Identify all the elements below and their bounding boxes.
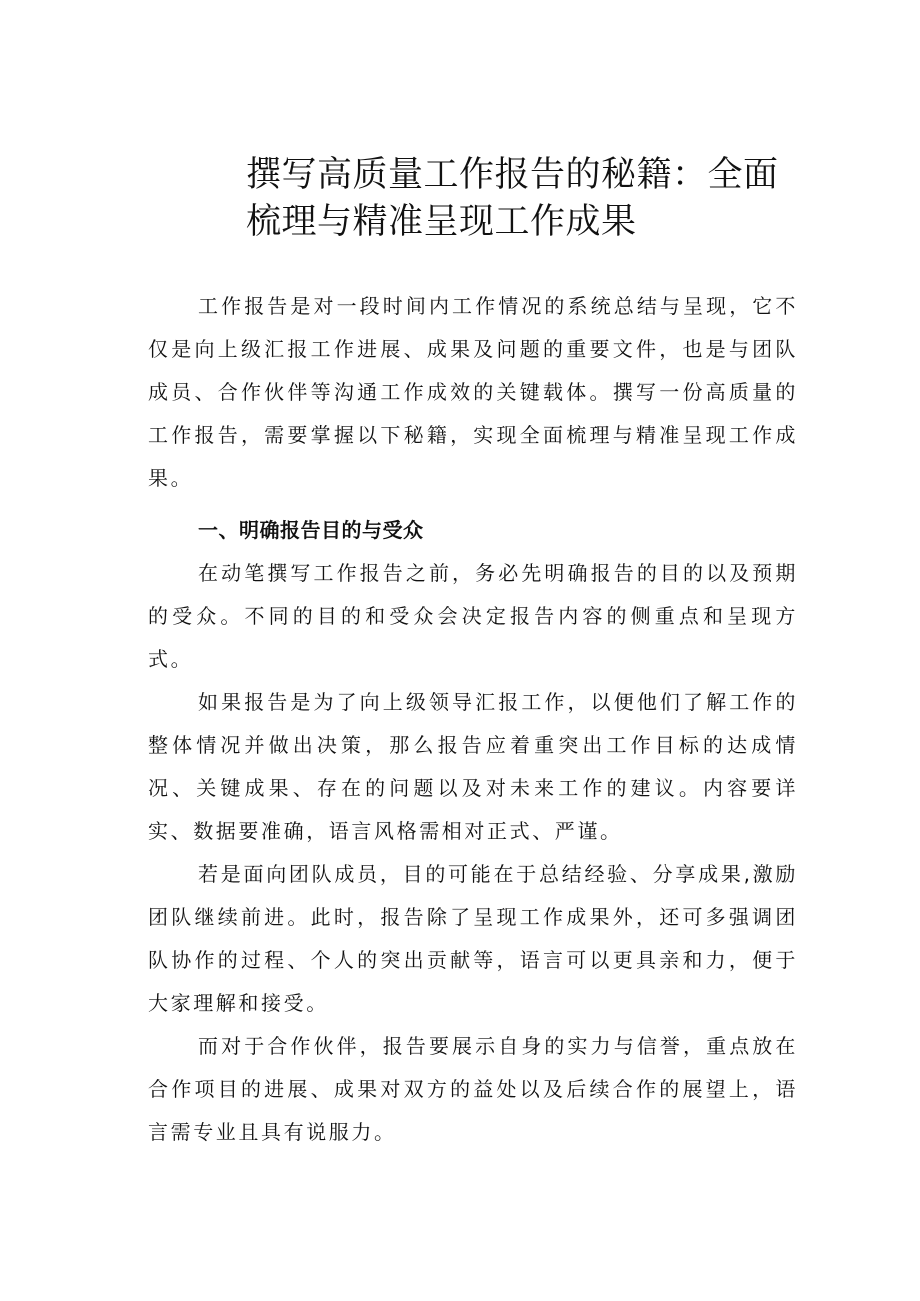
body-paragraph: 如果报告是为了向上级领导汇报工作，以便他们了解工作的整体情况并做出决策，那么报告应着重突出工作目标的达成情况、关键成果、存在的问题以及对未来工作的建议。内容要详实、数据要准确，语言风格需相对正式、严谨。	[148, 690, 798, 843]
body-paragraph: 在动笔撰写工作报告之前，务必先明确报告的目的以及预期的受众。不同的目的和受众会决定报告内容的侧重点和呈现方式。	[148, 561, 798, 671]
body-paragraph: 而对于合作伙伴，报告要展示自身的实力与信誉，重点放在合作项目的进展、成果对双方的益处以及后续合作的展望上，语言需专业且具有说服力。	[148, 1034, 798, 1144]
document-title: 撰写高质量工作报告的秘籍：全面梳理与精准呈现工作成果	[246, 155, 779, 242]
body-paragraph: 若是面向团队成员，目的可能在于总结经验、分享成果,激励团队继续前进。此时，报告除了呈现工作成果外，还可多强调团队协作的过程、个人的突出贡献等，语言可以更具亲和力，便于大家理解和接受。	[148, 862, 798, 1015]
intro-paragraph: 工作报告是对一段时间内工作情况的系统总结与呈现，它不仅是向上级汇报工作进展、成果及问题的重要文件，也是与团队成员、合作伙伴等沟通工作成效的关键载体。撰写一份高质量的工作报告，需要掌握以下秘籍，实现全面梳理与精准呈现工作成果。	[148, 294, 798, 490]
document-body	[148, 285, 798, 1154]
section-heading-1: 一、明确报告目的与受众	[198, 518, 424, 542]
